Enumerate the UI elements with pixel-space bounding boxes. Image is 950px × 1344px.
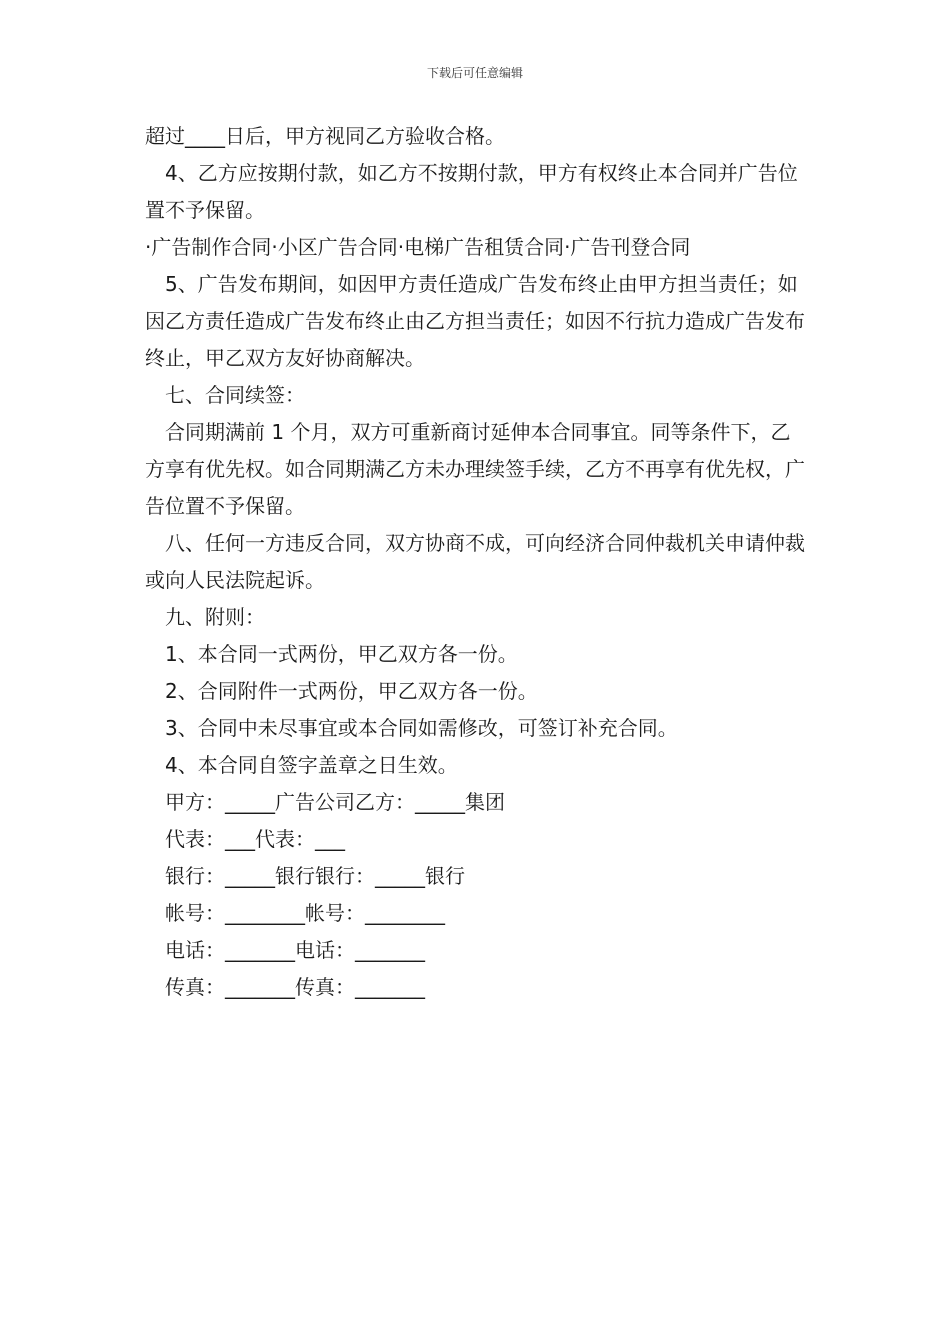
appendix-item-4: 4、本合同自签字盖章之日生效。 [165,753,458,777]
page-header: 下载后可任意编辑 [426,66,523,80]
signature-bank: 银行：_____银行银行：_____银行 [165,864,465,888]
appendix-item-2: 2、合同附件一式两份，甲乙双方各一份。 [165,679,538,703]
appendix-item-1: 1、本合同一式两份，甲乙双方各一份。 [165,642,518,666]
section-appendix-heading: 九、附则： [165,605,265,629]
contract-body [145,118,810,1006]
signature-fax: 传真：_______传真：_______ [165,975,425,999]
signature-account: 帐号：________帐号：________ [165,901,445,925]
section-renewal-heading: 七、合同续签： [165,383,305,407]
clause-renewal: 合同期满前 1 个月，双方可重新商讨延伸本合同事宜。同等条件下，乙方享有优先权。如合同期满乙方未办理续签手续，乙方不再享有优先权，广告位置不予保留。 [145,420,805,518]
clause-liability: 5、广告发布期间，如因甲方责任造成广告发布终止由甲方担当责任；如因乙方责任造成广告发布终止由乙方担当责任；如因不行抗力造成广告发布终止，甲乙双方友好协商解决。 [145,272,805,370]
signature-parties: 甲方：_____广告公司乙方：_____集团 [165,790,505,814]
clause-payment: 4、乙方应按期付款，如乙方不按期付款，甲方有权终止本合同并广告位置不予保留。 [145,161,798,222]
signature-representative: 代表：___代表：___ [165,827,345,851]
signature-phone: 电话：_______电话：_______ [165,938,425,962]
section-dispute: 八、任何一方违反合同，双方协商不成，可向经济合同仲裁机关申请仲裁或向人民法院起诉。 [145,531,805,592]
related-contracts-links: ·广告制作合同·小区广告合同·电梯广告租赁合同·广告刊登合同 [145,235,691,259]
clause-acceptance-continued: 超过____日后，甲方视同乙方验收合格。 [145,124,505,148]
appendix-item-3: 3、合同中未尽事宜或本合同如需修改，可签订补充合同。 [165,716,678,740]
